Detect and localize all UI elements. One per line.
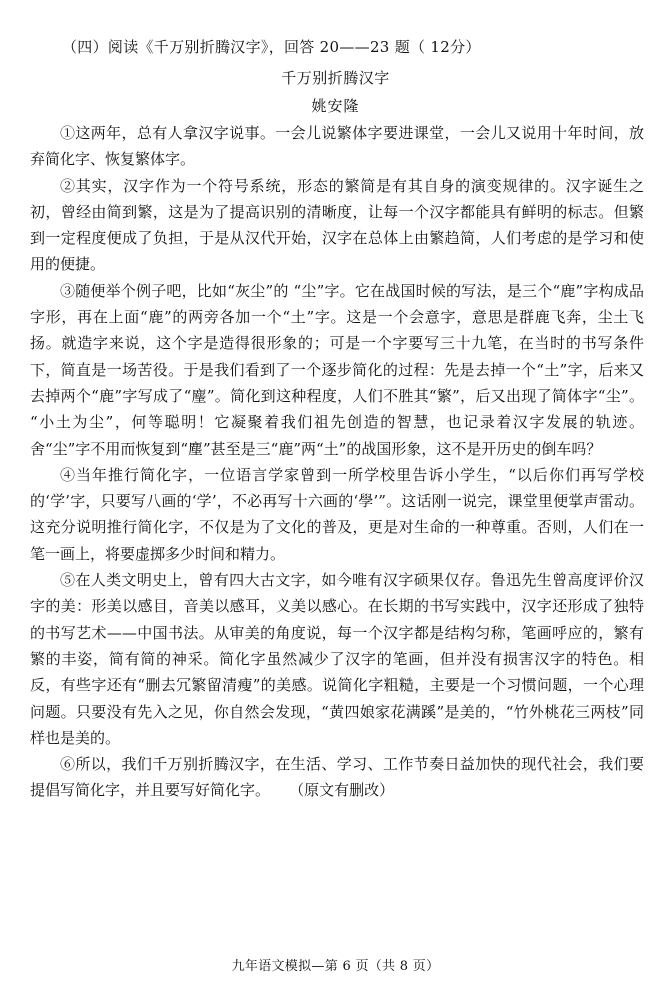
paragraph-2: ②其实，汉字作为一个符号系统，形态的繁简是有其自身的演变规律的。汉字诞生之初，曾经由简到繁，这是为了提高识别的清晰度，让每一个汉字都能具有鲜明的标志。但繁到一定程度便成了负担，于是从汉代开始，汉字在总体上由繁趋简，人们考虑的是学习和使用的便捷。: [30, 176, 644, 274]
question-intro: （四）阅读《千万别折腾汉字》，回答 20——23 题（ 12分）: [62, 38, 481, 56]
page-footer: 九年语文模拟—第 6 页（共 8 页）: [231, 959, 440, 974]
paragraph-4: ④当年推行简化字，一位语言学家曾到一所学校里告诉小学生，“以后你们再写学校的‘学’字，只要写八画的‘学’，不必再写十六画的‘學’”。这话刚一说完，课堂里便掌声雷动。这充分说明推行简化字，不仅是为了文化的普及，更是对生命的一种尊重。否则，人们在一笔一画上，将要虚掷多少时间和精力。: [30, 465, 644, 563]
article-title: 千万别折腾汉字: [281, 69, 390, 87]
paragraph-6: [30, 751, 644, 804]
article-author: 姚安隆: [311, 97, 360, 115]
paragraph-1: ①这两年，总有人拿汉字说事。一会儿说繁体字要进课堂，一会儿又说用十年时间，放弃简化字、恢复繁体字。: [30, 124, 644, 169]
source-note: （原文有删改）: [289, 781, 395, 800]
article-body: [30, 120, 644, 804]
paragraph-5: ⑤在人类文明史上，曾有四大古文字，如今唯有汉字硕果仅存。鲁迅先生曾高度评价汉字的美：形美以感目，音美以感耳，义美以感心。在长期的书写实践中，汉字还形成了独特的书写艺术——中国书法。从审美的角度说，每一个汉字都是结构匀称，笔画呼应的，繁有繁的丰姿，简有简的神采。简化字虽然减少了汉字的笔画，但并没有损害汉字的特色。相反，有些字还有“删去冗繁留清瘦”的美感。说简化字粗糙，主要是一个习惯问题，一个心理问题。只要没有先入之见，你自然会发现，“黄四娘家花满蹊”是美的，“竹外桃花三两枝”同样也是美的。: [30, 571, 644, 747]
paragraph-6-text: ⑥所以，我们千万别折腾汉字，在生活、学习、工作节奏日益加快的现代社会，我们要提倡写简化字，并且要写好简化字。: [30, 755, 644, 800]
paragraph-3: ③随便举个例子吧，比如“灰尘”的 “尘”字。它在战国时候的写法，是三个“鹿”字构成品字形，再在上面“鹿”的两旁各加一个“土”字。这是一个会意字，意思是群鹿飞奔，尘土飞扬。就造字来说，这个字是造得很形象的；可是一个字要写三十九笔，在当时的书写条件下，简直是一场苦役。于是我们看到了一个逐步简化的过程：先是去掉一个“土”字，后来又去掉两个“鹿”字写成了“麈”。简化到这种程度，人们不胜其“繁”，后又出现了简体字“尘”。 “小土为尘”，何等聪明！它凝聚着我们祖先创造的智慧，也记录着汉字发展的轨迹。舍“尘”字不用而恢复到“塵”甚至是三“鹿”两“土”的战国形象，这不是开历史的倒车吗？: [30, 281, 644, 458]
